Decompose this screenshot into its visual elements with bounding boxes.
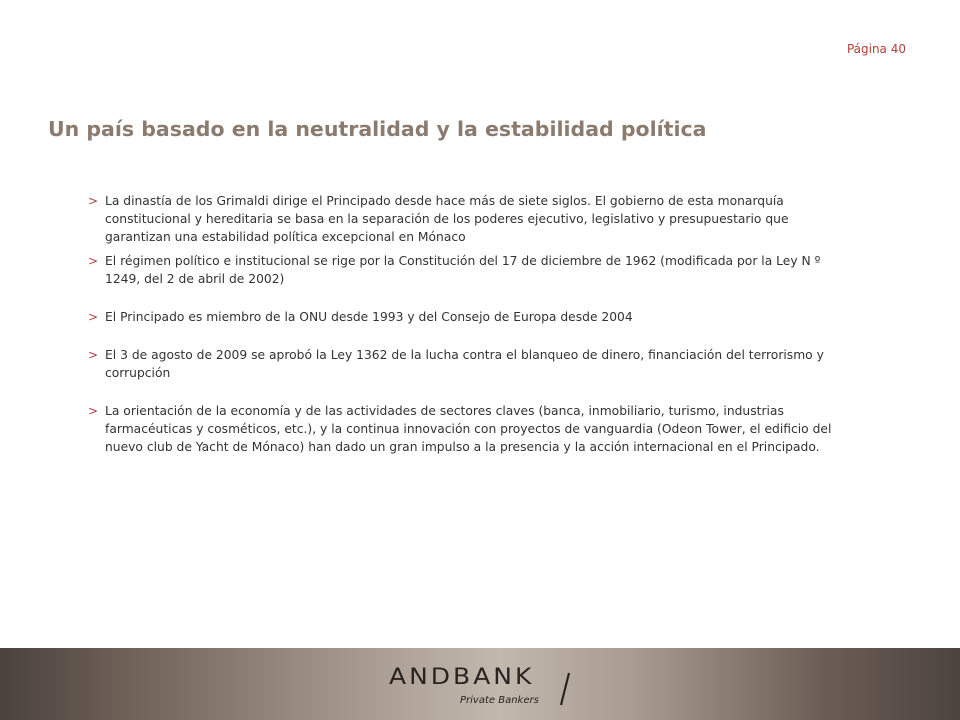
- slide-title: Un país basado en la neutralidad y la estabilidad política: [48, 117, 707, 141]
- bullet-marker: >: [88, 194, 99, 208]
- logo-tagline: Private Bankers: [460, 695, 539, 706]
- bullet-item: [88, 252, 848, 288]
- page-number: Página 40: [846, 42, 906, 56]
- bullet-list: [88, 192, 848, 456]
- andbank-logo: [389, 664, 584, 714]
- bullet-text: La orientación de la economía y de las actividades de sectores claves (banca, inmobiliario, turismo, industrias farmacéuticas y cosméticos, etc.), y la continua innovación con proyectos de vanguardia (Odeon Tower, el edificio del nuevo club de Yacht de Mónaco) han dado un gran impulso a la presencia y la acción internacional en el Principado.: [105, 404, 832, 454]
- bullet-marker: >: [88, 310, 99, 324]
- bullet-text: El Principado es miembro de la ONU desde 1993 y del Consejo de Europa desde 2004: [105, 310, 633, 324]
- bullet-item: [88, 308, 848, 326]
- bullet-text: El 3 de agosto de 2009 se aprobó la Ley 1362 de la lucha contra el blanqueo de dinero, financiación del terrorismo y corrupción: [105, 348, 824, 380]
- bullet-marker: >: [88, 254, 99, 268]
- bullet-item: [88, 192, 848, 246]
- bullet-marker: >: [88, 404, 99, 418]
- bullet-item: [88, 346, 848, 382]
- logo-slash-icon: [558, 672, 572, 706]
- bullet-marker: >: [88, 348, 99, 362]
- logo-brand-name: ANDBANK: [389, 663, 535, 690]
- bullet-text: La dinastía de los Grimaldi dirige el Principado desde hace más de siete siglos. El gobierno de esta monarquía constitucional y hereditaria se basa en la separación de los poderes ejecutivo, legislativo y presupuestario que garantizan una estabilidad política excepcional en Mónaco: [105, 194, 789, 244]
- bullet-text: El régimen político e institucional se rige por la Constitución del 17 de diciembre de 1962 (modificada por la Ley N º 1249, del 2 de abril de 2002): [105, 254, 821, 286]
- bullet-item: [88, 402, 848, 456]
- footer-band: [0, 648, 960, 720]
